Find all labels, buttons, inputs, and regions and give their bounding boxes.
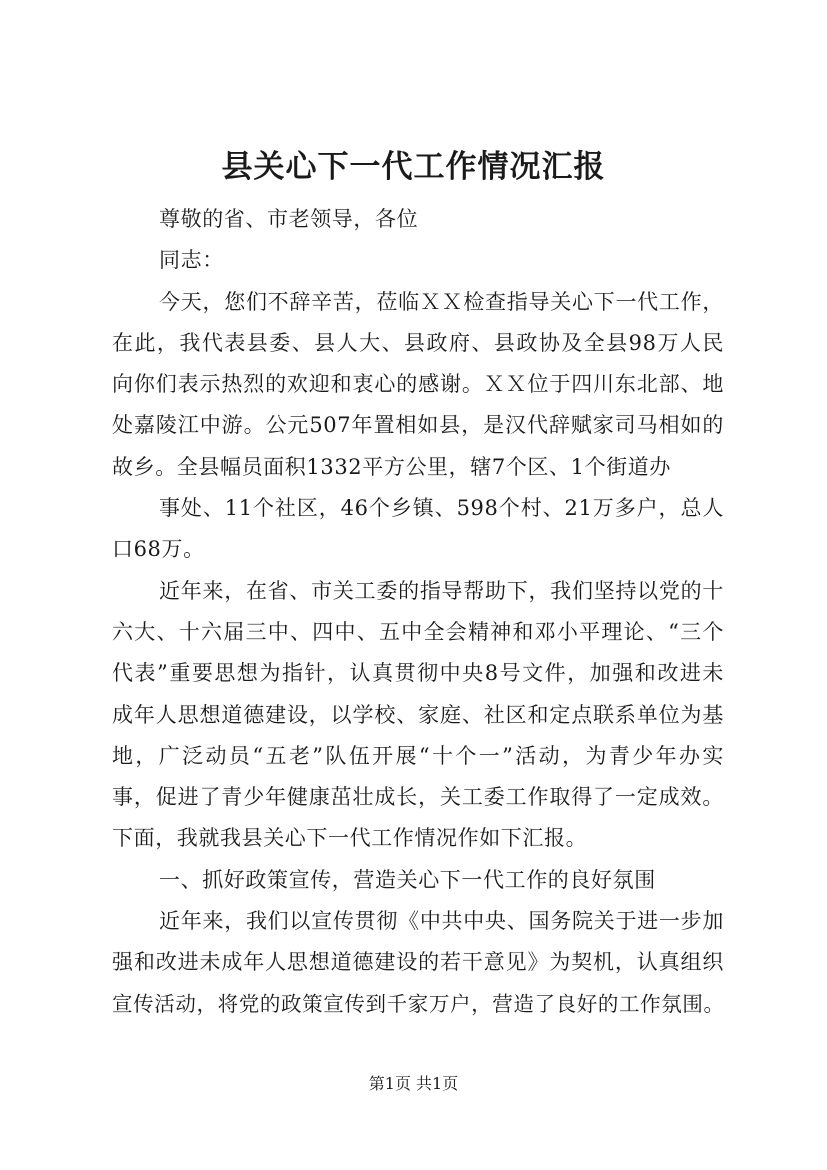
paragraph-line: 今天，您们不辞辛苦，莅临ＸＸ检查指导关心下一代工作， [159, 289, 724, 314]
salutation-line: 同志： [159, 248, 224, 273]
paragraph-line: 代表”重要思想为指针，认真贯彻中央8号文件，加强和改进未 [112, 661, 724, 686]
paragraph-line: 在此，我代表县委、县人大、县政府、县政协及全县98万人民 [112, 330, 724, 355]
paragraph-line: 故乡。全县幅员面积1332平方公里，辖7个区、1个街道办 [112, 454, 671, 479]
paragraph-line: 六大、十六届三中、四中、五中全会精神和邓小平理论、“三个 [112, 619, 724, 644]
paragraph-line: 事处、11个社区，46个乡镇、598个村、21万多户，总人 [159, 496, 724, 521]
salutation-line: 尊敬的省、市老领导，各位 [159, 207, 419, 231]
paragraph-line: 近年来，我们以宣传贯彻《中共中央、国务院关于进一步加 [159, 909, 724, 934]
paragraph-line: 宣传活动，将党的政策宣传到千家万户，营造了良好的工作氛围。 [112, 991, 724, 1016]
paragraph-line: 近年来，在省、市关工委的指导帮助下，我们坚持以党的十 [159, 578, 724, 603]
paragraph-line: 成年人思想道德建设，以学校、家庭、社区和定点联系单位为基 [112, 702, 724, 727]
paragraph-line: 处嘉陵江中游。公元507年置相如县，是汉代辞赋家司马相如的 [112, 413, 724, 438]
section-heading: 一、抓好政策宣传，营造关心下一代工作的良好氛围 [159, 867, 656, 892]
page-number-footer: 第1页 共1页 [368, 1074, 459, 1093]
paragraph-line: 下面，我就我县关心下一代工作情况作如下汇报。 [112, 826, 588, 851]
paragraph-line: 事，促进了青少年健康茁壮成长，关工委工作取得了一定成效。 [112, 785, 724, 810]
document-title: 县关心下一代工作情况汇报 [221, 149, 606, 185]
document-body [112, 199, 724, 1025]
paragraph-line: 地，广泛动员“五老”队伍开展“十个一”活动，为青少年办实 [112, 743, 724, 768]
paragraph-line: 强和改进未成年人思想道德建设的若干意见》为契机，认真组织 [112, 950, 724, 975]
paragraph-line: 向你们表示热烈的欢迎和衷心的感谢。ＸＸ位于四川东北部、地 [112, 372, 724, 397]
paragraph-line: 口68万。 [112, 537, 205, 562]
